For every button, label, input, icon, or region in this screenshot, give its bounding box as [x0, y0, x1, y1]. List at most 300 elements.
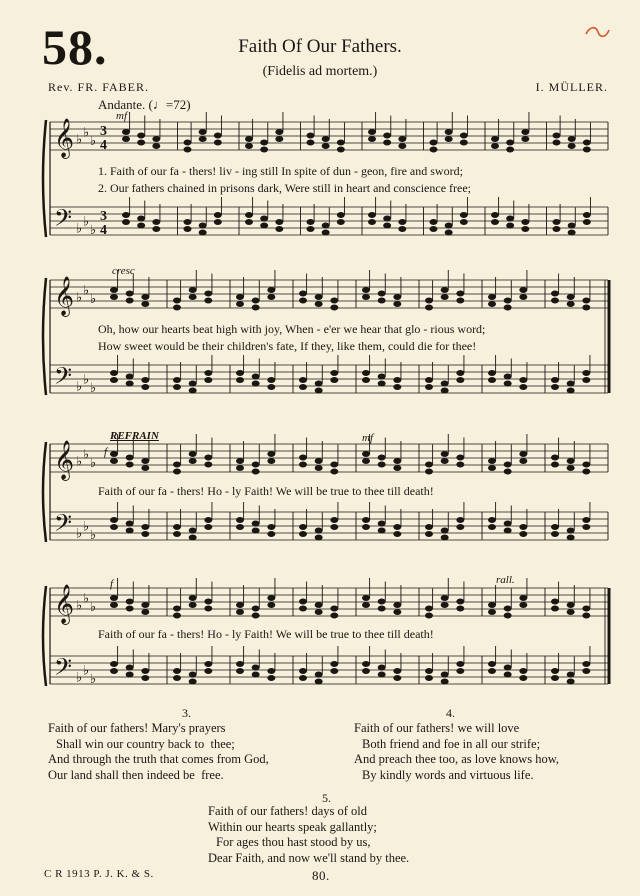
note-head	[362, 602, 370, 608]
note-head	[506, 140, 514, 146]
note-head	[267, 595, 275, 601]
note-head	[378, 606, 386, 612]
note-head	[267, 675, 275, 681]
note-head	[260, 216, 268, 222]
note-head	[519, 384, 527, 390]
verse-5	[208, 804, 409, 866]
note-head	[330, 517, 338, 523]
flat-icon: ♭	[83, 662, 90, 678]
note-head	[252, 528, 260, 534]
note-head	[204, 599, 212, 605]
note-head	[315, 381, 323, 387]
note-head	[551, 668, 559, 674]
flat-icon: ♭	[83, 282, 90, 298]
note-head	[582, 305, 590, 311]
note-head	[425, 305, 433, 311]
note-head	[568, 223, 576, 229]
note-head	[488, 609, 496, 615]
note-head	[393, 384, 401, 390]
note-head	[456, 524, 464, 530]
verse-line: For ages thou hast stood by us,	[216, 835, 371, 849]
note-head	[582, 613, 590, 619]
note-head	[519, 294, 527, 300]
note-head	[337, 212, 345, 218]
note-head	[260, 140, 268, 146]
note-head	[173, 298, 181, 304]
note-head	[330, 377, 338, 383]
flat-icon: ♭	[83, 518, 90, 534]
note-head	[137, 216, 145, 222]
dynamic-mf-2: mf	[362, 432, 373, 444]
note-head	[582, 524, 590, 530]
note-head	[275, 219, 283, 225]
note-head	[141, 458, 149, 464]
note-head	[582, 462, 590, 468]
note-head	[126, 298, 134, 304]
note-head	[184, 147, 192, 153]
note-head	[456, 455, 464, 461]
note-head	[126, 665, 134, 671]
note-head	[173, 613, 181, 619]
note-head	[521, 219, 529, 225]
note-head	[245, 219, 253, 225]
note-head	[236, 524, 244, 530]
flat-icon: ♭	[76, 220, 83, 236]
note-head	[315, 602, 323, 608]
note-head	[504, 374, 512, 380]
note-head	[551, 298, 559, 304]
note-head	[568, 136, 576, 142]
note-head	[568, 143, 576, 149]
note-head	[521, 136, 529, 142]
note-head	[425, 298, 433, 304]
note-head	[141, 377, 149, 383]
flat-icon: ♭	[90, 290, 97, 306]
flat-icon: ♭	[90, 379, 97, 395]
note-head	[126, 528, 134, 534]
note-head	[551, 377, 559, 383]
note-head	[330, 462, 338, 468]
treble-clef-icon: 𝄞	[54, 120, 75, 157]
note-head	[337, 140, 345, 146]
note-head	[173, 531, 181, 537]
note-head	[582, 298, 590, 304]
note-head	[267, 668, 275, 674]
note-head	[582, 606, 590, 612]
hymn-title: Faith Of Our Fathers.	[238, 36, 402, 57]
note-head	[441, 602, 449, 608]
note-head	[236, 370, 244, 376]
note-head	[299, 668, 307, 674]
note-head	[173, 606, 181, 612]
note-head	[362, 370, 370, 376]
tempo-marking: Andante. (♩=72)	[98, 97, 191, 112]
note-head	[393, 609, 401, 615]
note-head	[441, 381, 449, 387]
note-head	[504, 665, 512, 671]
note-head	[430, 219, 438, 225]
note-head	[551, 384, 559, 390]
lyric-verse2-system1: 2. Our fathers chained in prisons dark, Were still in heart and conscience free;	[98, 181, 472, 195]
note-head	[488, 465, 496, 471]
note-head	[110, 517, 118, 523]
note-head	[553, 140, 561, 146]
note-head	[307, 140, 315, 146]
note-head	[315, 388, 323, 394]
brace	[43, 586, 46, 686]
note-head	[299, 462, 307, 468]
note-head	[398, 143, 406, 149]
note-head	[582, 661, 590, 667]
note-head	[137, 223, 145, 229]
note-head	[441, 388, 449, 394]
note-head	[252, 606, 260, 612]
note-head	[173, 377, 181, 383]
note-head	[362, 287, 370, 293]
verse-number-4: 4.	[446, 706, 455, 720]
note-head	[551, 599, 559, 605]
note-head	[504, 298, 512, 304]
note-head	[252, 665, 260, 671]
note-head	[362, 451, 370, 457]
note-head	[519, 458, 527, 464]
note-head	[126, 599, 134, 605]
note-head	[519, 451, 527, 457]
note-head	[378, 291, 386, 297]
note-head	[141, 609, 149, 615]
note-head	[504, 606, 512, 612]
note-head	[519, 524, 527, 530]
note-head	[488, 602, 496, 608]
flat-icon: ♭	[76, 525, 83, 541]
refrain-label: REFRAIN	[110, 430, 159, 442]
note-head	[267, 458, 275, 464]
note-head	[307, 219, 315, 225]
verse-number-5: 5.	[322, 791, 331, 805]
note-head	[378, 298, 386, 304]
note-head	[126, 521, 134, 527]
note-head	[488, 370, 496, 376]
note-head	[362, 668, 370, 674]
note-head	[567, 301, 575, 307]
note-head	[267, 531, 275, 537]
note-head	[425, 524, 433, 530]
note-head	[491, 219, 499, 225]
lyric-verse2-system2: How sweet would be their children's fate, If they, like them, could die for thee!	[98, 339, 477, 353]
note-head	[315, 528, 323, 534]
note-head	[337, 219, 345, 225]
note-head	[267, 287, 275, 293]
note-head	[362, 595, 370, 601]
note-head	[252, 298, 260, 304]
note-head	[126, 374, 134, 380]
note-head	[141, 384, 149, 390]
flat-icon: ♭	[76, 131, 83, 147]
flat-icon: ♭	[90, 132, 97, 148]
note-head	[252, 469, 260, 475]
note-head	[126, 606, 134, 612]
note-head	[425, 469, 433, 475]
note-head	[122, 129, 130, 135]
note-head	[506, 147, 514, 153]
note-head	[398, 136, 406, 142]
note-head	[488, 517, 496, 523]
note-head	[378, 381, 386, 387]
note-head	[204, 668, 212, 674]
note-head	[425, 606, 433, 612]
note-head	[122, 136, 130, 142]
note-head	[236, 661, 244, 667]
note-head	[141, 675, 149, 681]
note-head	[184, 140, 192, 146]
note-head	[378, 528, 386, 534]
note-head	[583, 212, 591, 218]
note-head	[189, 672, 197, 678]
note-head	[307, 226, 315, 232]
note-head	[398, 219, 406, 225]
hymn-number: 58.	[42, 19, 108, 75]
note-head	[430, 226, 438, 232]
note-head	[299, 524, 307, 530]
note-head	[189, 595, 197, 601]
note-head	[173, 384, 181, 390]
note-head	[456, 606, 464, 612]
note-head	[315, 609, 323, 615]
bass-clef-icon: 𝄢	[54, 206, 73, 237]
note-head	[330, 613, 338, 619]
verse-line: Shall win our country back to thee;	[56, 736, 235, 751]
note-head	[267, 384, 275, 390]
note-head	[362, 458, 370, 464]
note-head	[425, 668, 433, 674]
note-head	[260, 147, 268, 153]
note-head	[582, 668, 590, 674]
note-head	[491, 143, 499, 149]
note-head	[330, 668, 338, 674]
note-head	[393, 465, 401, 471]
note-head	[553, 219, 561, 225]
note-head	[504, 672, 512, 678]
note-head	[362, 517, 370, 523]
note-head	[110, 661, 118, 667]
flat-icon: ♭	[90, 526, 97, 542]
note-head	[199, 136, 207, 142]
note-head	[393, 675, 401, 681]
note-head	[441, 595, 449, 601]
note-head	[582, 517, 590, 523]
note-head	[368, 212, 376, 218]
note-head	[204, 462, 212, 468]
note-head	[152, 143, 160, 149]
note-head	[236, 602, 244, 608]
note-head	[189, 602, 197, 608]
note-head	[504, 521, 512, 527]
note-head	[252, 521, 260, 527]
note-head	[330, 305, 338, 311]
note-head	[204, 377, 212, 383]
note-head	[456, 298, 464, 304]
note-head	[504, 613, 512, 619]
note-head	[330, 524, 338, 530]
lyric-refrain-system3: Faith of our fa - thers! Ho - ly Faith! We will be true to thee till death!	[98, 484, 434, 498]
note-head	[441, 294, 449, 300]
note-head	[204, 370, 212, 376]
note-head	[252, 462, 260, 468]
note-head	[567, 672, 575, 678]
treble-clef-icon: 𝄞	[54, 278, 75, 315]
note-head	[141, 301, 149, 307]
note-head	[330, 661, 338, 667]
note-head	[267, 377, 275, 383]
note-head	[567, 602, 575, 608]
note-head	[110, 458, 118, 464]
note-head	[456, 599, 464, 605]
lyric-verse1-system1: 1. Faith of our fa - thers! liv - ing still In spite of dun - geon, fire and sword;	[98, 164, 463, 178]
note-head	[491, 212, 499, 218]
note-head	[425, 462, 433, 468]
note-head	[425, 613, 433, 619]
note-head	[214, 219, 222, 225]
note-head	[519, 675, 527, 681]
note-head	[551, 455, 559, 461]
note-head	[126, 291, 134, 297]
note-head	[519, 377, 527, 383]
note-head	[110, 668, 118, 674]
note-head	[252, 672, 260, 678]
copyright-notice: C R 1913 P. J. K. & S.	[44, 868, 154, 880]
note-head	[236, 517, 244, 523]
note-head	[152, 219, 160, 225]
note-head	[110, 370, 118, 376]
note-head	[315, 672, 323, 678]
note-head	[362, 524, 370, 530]
note-head	[141, 465, 149, 471]
note-head	[245, 143, 253, 149]
note-head	[567, 458, 575, 464]
time-signature: 4	[100, 223, 107, 238]
ornament-flourish	[584, 24, 612, 42]
note-head	[519, 531, 527, 537]
note-head	[299, 606, 307, 612]
verse-line: By kindly words and virtuous life.	[362, 767, 534, 782]
note-head	[236, 301, 244, 307]
verse-number-3: 3.	[182, 706, 191, 720]
note-head	[315, 458, 323, 464]
note-head	[189, 388, 197, 394]
note-head	[173, 524, 181, 530]
note-head	[425, 675, 433, 681]
note-head	[337, 147, 345, 153]
note-head	[583, 140, 591, 146]
author-credit: Rev. FR. FABER.	[48, 80, 150, 94]
note-head	[425, 531, 433, 537]
note-head	[441, 287, 449, 293]
note-head	[275, 136, 283, 142]
note-head	[299, 675, 307, 681]
note-head	[189, 294, 197, 300]
verse-line: Faith of our fathers! days of old	[208, 804, 367, 818]
note-head	[567, 535, 575, 541]
note-head	[315, 294, 323, 300]
note-head	[275, 129, 283, 135]
flat-icon: ♭	[83, 590, 90, 606]
verse-line: And through the truth that comes from God,	[48, 752, 269, 766]
note-head	[122, 212, 130, 218]
time-signature: 3	[100, 124, 107, 139]
note-head	[393, 377, 401, 383]
note-head	[460, 219, 468, 225]
note-head	[488, 458, 496, 464]
music-system-4	[0, 578, 640, 708]
dynamic-f-1: f	[104, 446, 108, 458]
flat-icon: ♭	[76, 597, 83, 613]
note-head	[173, 305, 181, 311]
dynamic-f-2: f	[110, 578, 114, 590]
note-head	[189, 528, 197, 534]
note-head	[441, 672, 449, 678]
note-head	[393, 531, 401, 537]
note-head	[551, 462, 559, 468]
note-head	[110, 377, 118, 383]
note-head	[567, 679, 575, 685]
note-head	[398, 226, 406, 232]
note-head	[445, 223, 453, 229]
note-head	[315, 535, 323, 541]
note-head	[315, 679, 323, 685]
flat-icon: ♭	[90, 454, 97, 470]
note-head	[267, 602, 275, 608]
note-head	[504, 381, 512, 387]
note-head	[122, 219, 130, 225]
note-head	[252, 381, 260, 387]
note-head	[204, 298, 212, 304]
note-head	[460, 140, 468, 146]
note-head	[521, 129, 529, 135]
note-head	[299, 291, 307, 297]
verse-4	[354, 721, 559, 783]
note-head	[456, 377, 464, 383]
note-head	[141, 294, 149, 300]
note-head	[488, 661, 496, 667]
note-head	[137, 133, 145, 139]
note-head	[488, 294, 496, 300]
note-head	[204, 524, 212, 530]
note-head	[368, 136, 376, 142]
note-head	[299, 384, 307, 390]
note-head	[126, 455, 134, 461]
note-head	[456, 517, 464, 523]
note-head	[488, 524, 496, 530]
note-head	[582, 469, 590, 475]
verse-line: Both friend and foe in all our strife;	[362, 736, 541, 751]
verse-line: Dear Faith, and now we'll stand by thee.	[208, 850, 410, 865]
flat-icon: ♭	[83, 213, 90, 229]
note-head	[441, 451, 449, 457]
treble-clef-icon: 𝄞	[54, 586, 75, 623]
note-head	[173, 668, 181, 674]
note-head	[519, 668, 527, 674]
note-head	[199, 129, 207, 135]
note-head	[236, 294, 244, 300]
note-head	[441, 528, 449, 534]
note-head	[204, 291, 212, 297]
note-head	[362, 294, 370, 300]
note-head	[383, 140, 391, 146]
note-head	[236, 668, 244, 674]
note-head	[506, 223, 514, 229]
note-head	[553, 133, 561, 139]
flat-icon: ♭	[83, 446, 90, 462]
